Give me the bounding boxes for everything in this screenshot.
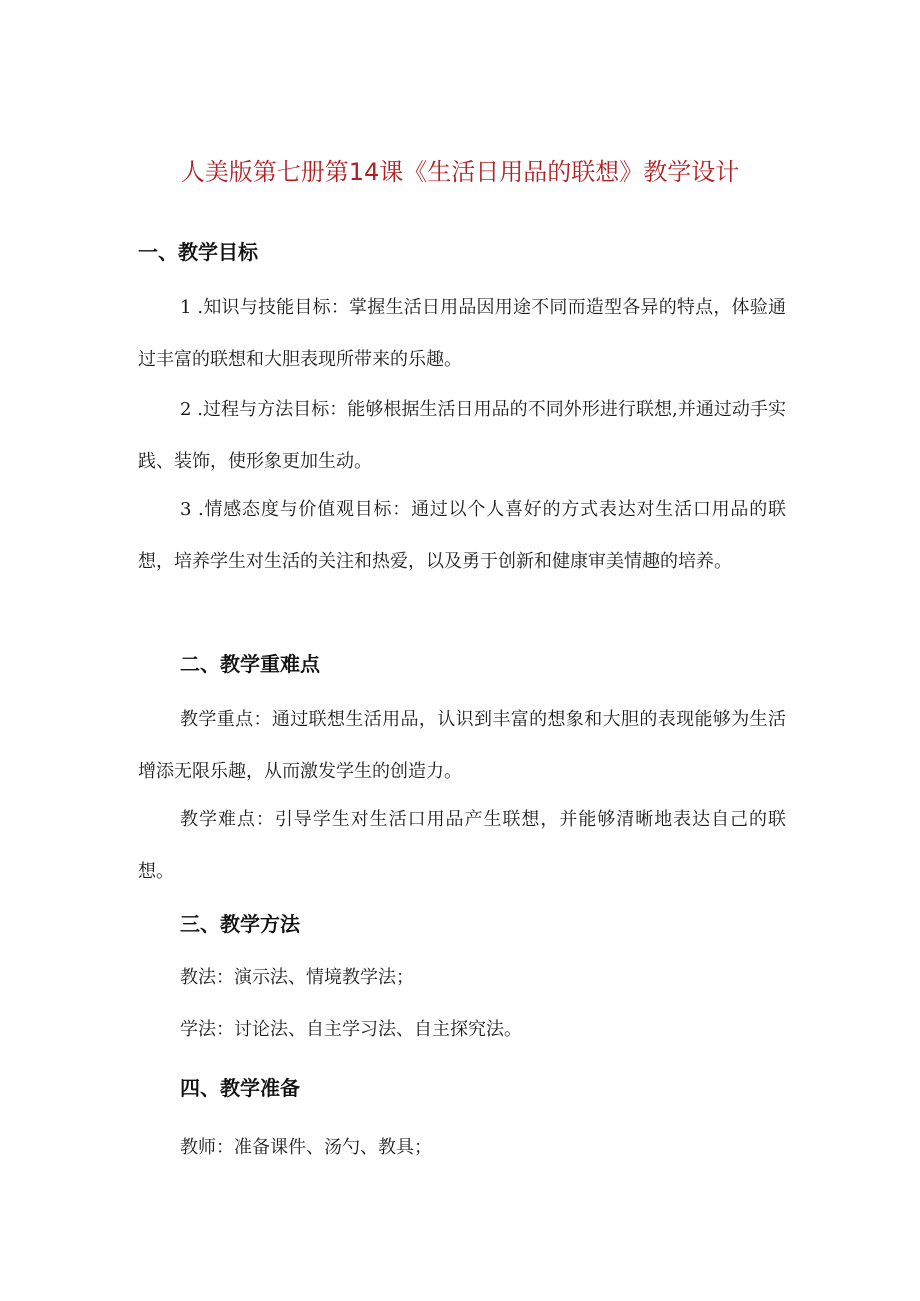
section-heading-key-points: 二、教学重难点 xyxy=(180,652,320,676)
paragraph-key-point: 教学重点：通过联想生活用品，认识到丰富的想象和大胆的表现能够为生活增添无限乐趣，从而激发学生的创造力。 xyxy=(138,709,786,782)
learning-methods-line: 学法：讨论法、自主学习法、自主探究法。 xyxy=(180,1019,522,1040)
section-heading-preparation: 四、教学准备 xyxy=(180,1076,300,1100)
teaching-methods-line: 教法：演示法、情境教学法； xyxy=(180,967,414,988)
paragraph-process-methods: 2 .过程与方法目标：能够根据生活日用品的不同外形进行联想,并通过动手实践、装饰，使形象更加生动。 xyxy=(138,399,786,472)
paragraph-knowledge-skills: 1 .知识与技能目标：掌握生活日用品因用途不同而造型各异的特点，体验通过丰富的联想和大胆表现所带来的乐趣。 xyxy=(138,297,786,370)
teacher-preparation-line: 教师：准备课件、汤勺、教具； xyxy=(180,1137,432,1158)
paragraph-emotion-values: 3 .情感态度与价值观目标：通过以个人喜好的方式表达对生活口用品的联想，培养学生对生活的关注和热爱，以及勇于创新和健康审美情趣的培养。 xyxy=(138,499,786,572)
section-heading-methods: 三、教学方法 xyxy=(180,912,300,936)
document-title: 人美版第七册第14课《生活日用品的联想》教学设计 xyxy=(180,158,740,186)
section-heading-objectives: 一、教学目标 xyxy=(138,240,258,264)
paragraph-difficult-point: 教学难点：引导学生对生活口用品产生联想，并能够清晰地表达自己的联想。 xyxy=(138,809,786,882)
